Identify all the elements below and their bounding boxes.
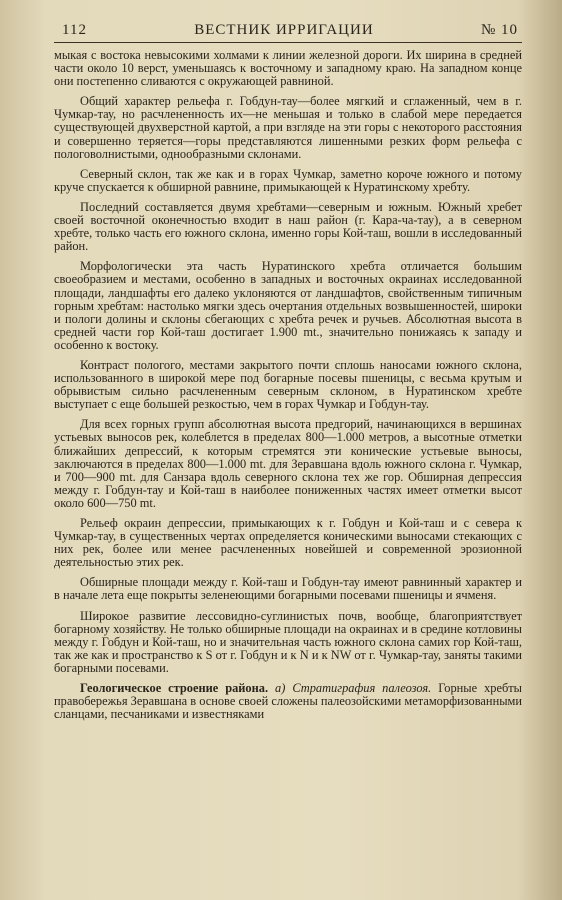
header-rule <box>54 42 522 43</box>
section-paragraph <box>54 682 522 721</box>
section-text: Горные хребты правобережья Зеравшана в основе своей сложены палеозойскими метаморфизованными сланцами, песчаниками и известняками <box>54 681 523 722</box>
paragraph: Для всех горных групп абсолютная высота предгорий, начинающихся в вершинах устьевых выносов рек, колеблется в пределах 800—1.000 метров, а высотные отметки ближайших депрессий, к которым стремятся эти конические устьевые выносы, заключаются в пределах 800—1.000 mt. для Зеравшана вдоль южного склона г. Чумкар, и 700—900 mt. для Санзара вдоль северного склона тех же гор. Обширная депрессия между г. Гобдун-тау и Кой-таш в наиболее пониженных частях имеет отметки высот около 600—750 mt. <box>54 417 522 510</box>
journal-title: ВЕСТНИК ИРРИГАЦИИ <box>194 22 374 38</box>
page-number: 112 <box>62 22 87 38</box>
running-header <box>54 22 522 42</box>
section-heading: Геологическое строение района. <box>80 681 269 696</box>
paragraph: Рельеф окраин депрессии, примыкающих к г. Гобдун и Кой-таш и с севера к Чумкар-тау, в существенных чертах определяется коническими выносами стекающих с них рек, более или менее расчлененных новейшей и современной эрозионной деятельностью этих рек. <box>54 516 522 570</box>
article-body <box>54 49 522 721</box>
paragraph: Последний составляется двумя хребтами—северным и южным. Южный хребет своей восточной оконечностью входит в наш район (г. Кара-ча-тау), а в северном хребте, только часть его южного склона, именно горы Кой-таш, вошли в исследованный район. <box>54 199 522 254</box>
issue-number: № 10 <box>480 22 518 38</box>
paragraph: Морфологически эта часть Нуратинского хребта отличается большим своеобразием и местами, особенно в западных и восточных окраинах исследованной площади, ландшафты его далеко уклоняются от ландшафтов, свойственным типичным горным хребтам: настолько мягки здесь очертания отдельных возвышенностей, широки и пологи долины и склоны сбегающих с хребта речек и ручьев. Абсолютная высота в средней части гор Кой-таш достигает 1.900 mt., значительно понижаясь к западу и особенно к востоку. <box>54 259 522 352</box>
paragraph: Контраст пологого, местами закрытого почти сплошь наносами южного склона, использованного в широкой мере под богарные посевы пшеницы, с весьма крутым и обрывистым сильно расчлененным северным склоном, в Нуратинском хребте выступает с еще большей резкостью, чем в горах Чумкар и Гобдун-тау. <box>54 357 522 412</box>
section-subheading: а) Стратиграфия палеозоя. <box>275 681 432 696</box>
paragraph: Северный склон, так же как и в горах Чумкар, заметно короче южного и потому круче спускается к обширной равнине, примыкающей к Нуратинскому хребту. <box>54 166 522 194</box>
paragraph: Обширные площади между г. Кой-таш и Гобдун-тау имеют равнинный характер и в начале лета еще покрыты зеленеющими богарными посевами пшеницы и ячменя. <box>54 575 522 603</box>
paragraph: мыкая с востока невысокими холмами к линии железной дороги. Их ширина в средней части около 10 верст, уменьшаясь к восточному и западному краю. На западном конце они постепенно сливаются с окружающей равниной. <box>54 48 522 89</box>
paragraph: Общий характер рельефа г. Гобдун-тау—более мягкий и сглаженный, чем в г. Чумкар-тау, но расчлененность их—не меньшая и только в слабой мере передается существующей двухверстной картой, а при взгляде на эти горы с некоторого расстояния и совершенно теряется—горы представляются лишенными резких форм рельефа с пологоволнистыми, однообразными склонами. <box>54 94 522 161</box>
paragraph: Широкое развитие лессовидно-суглинистых почв, вообще, благоприятствует богарному хозяйству. Не только обширные площади на окраинах и в средине котловины между г. Гобдун и Кой-таш, но и значительная часть южного склона самих гор Кой-таш, так же как и пространство к S от г. Гобдун и к N и к NW от г. Чумкар-тау, заняты такими богарными посевами. <box>54 608 522 675</box>
